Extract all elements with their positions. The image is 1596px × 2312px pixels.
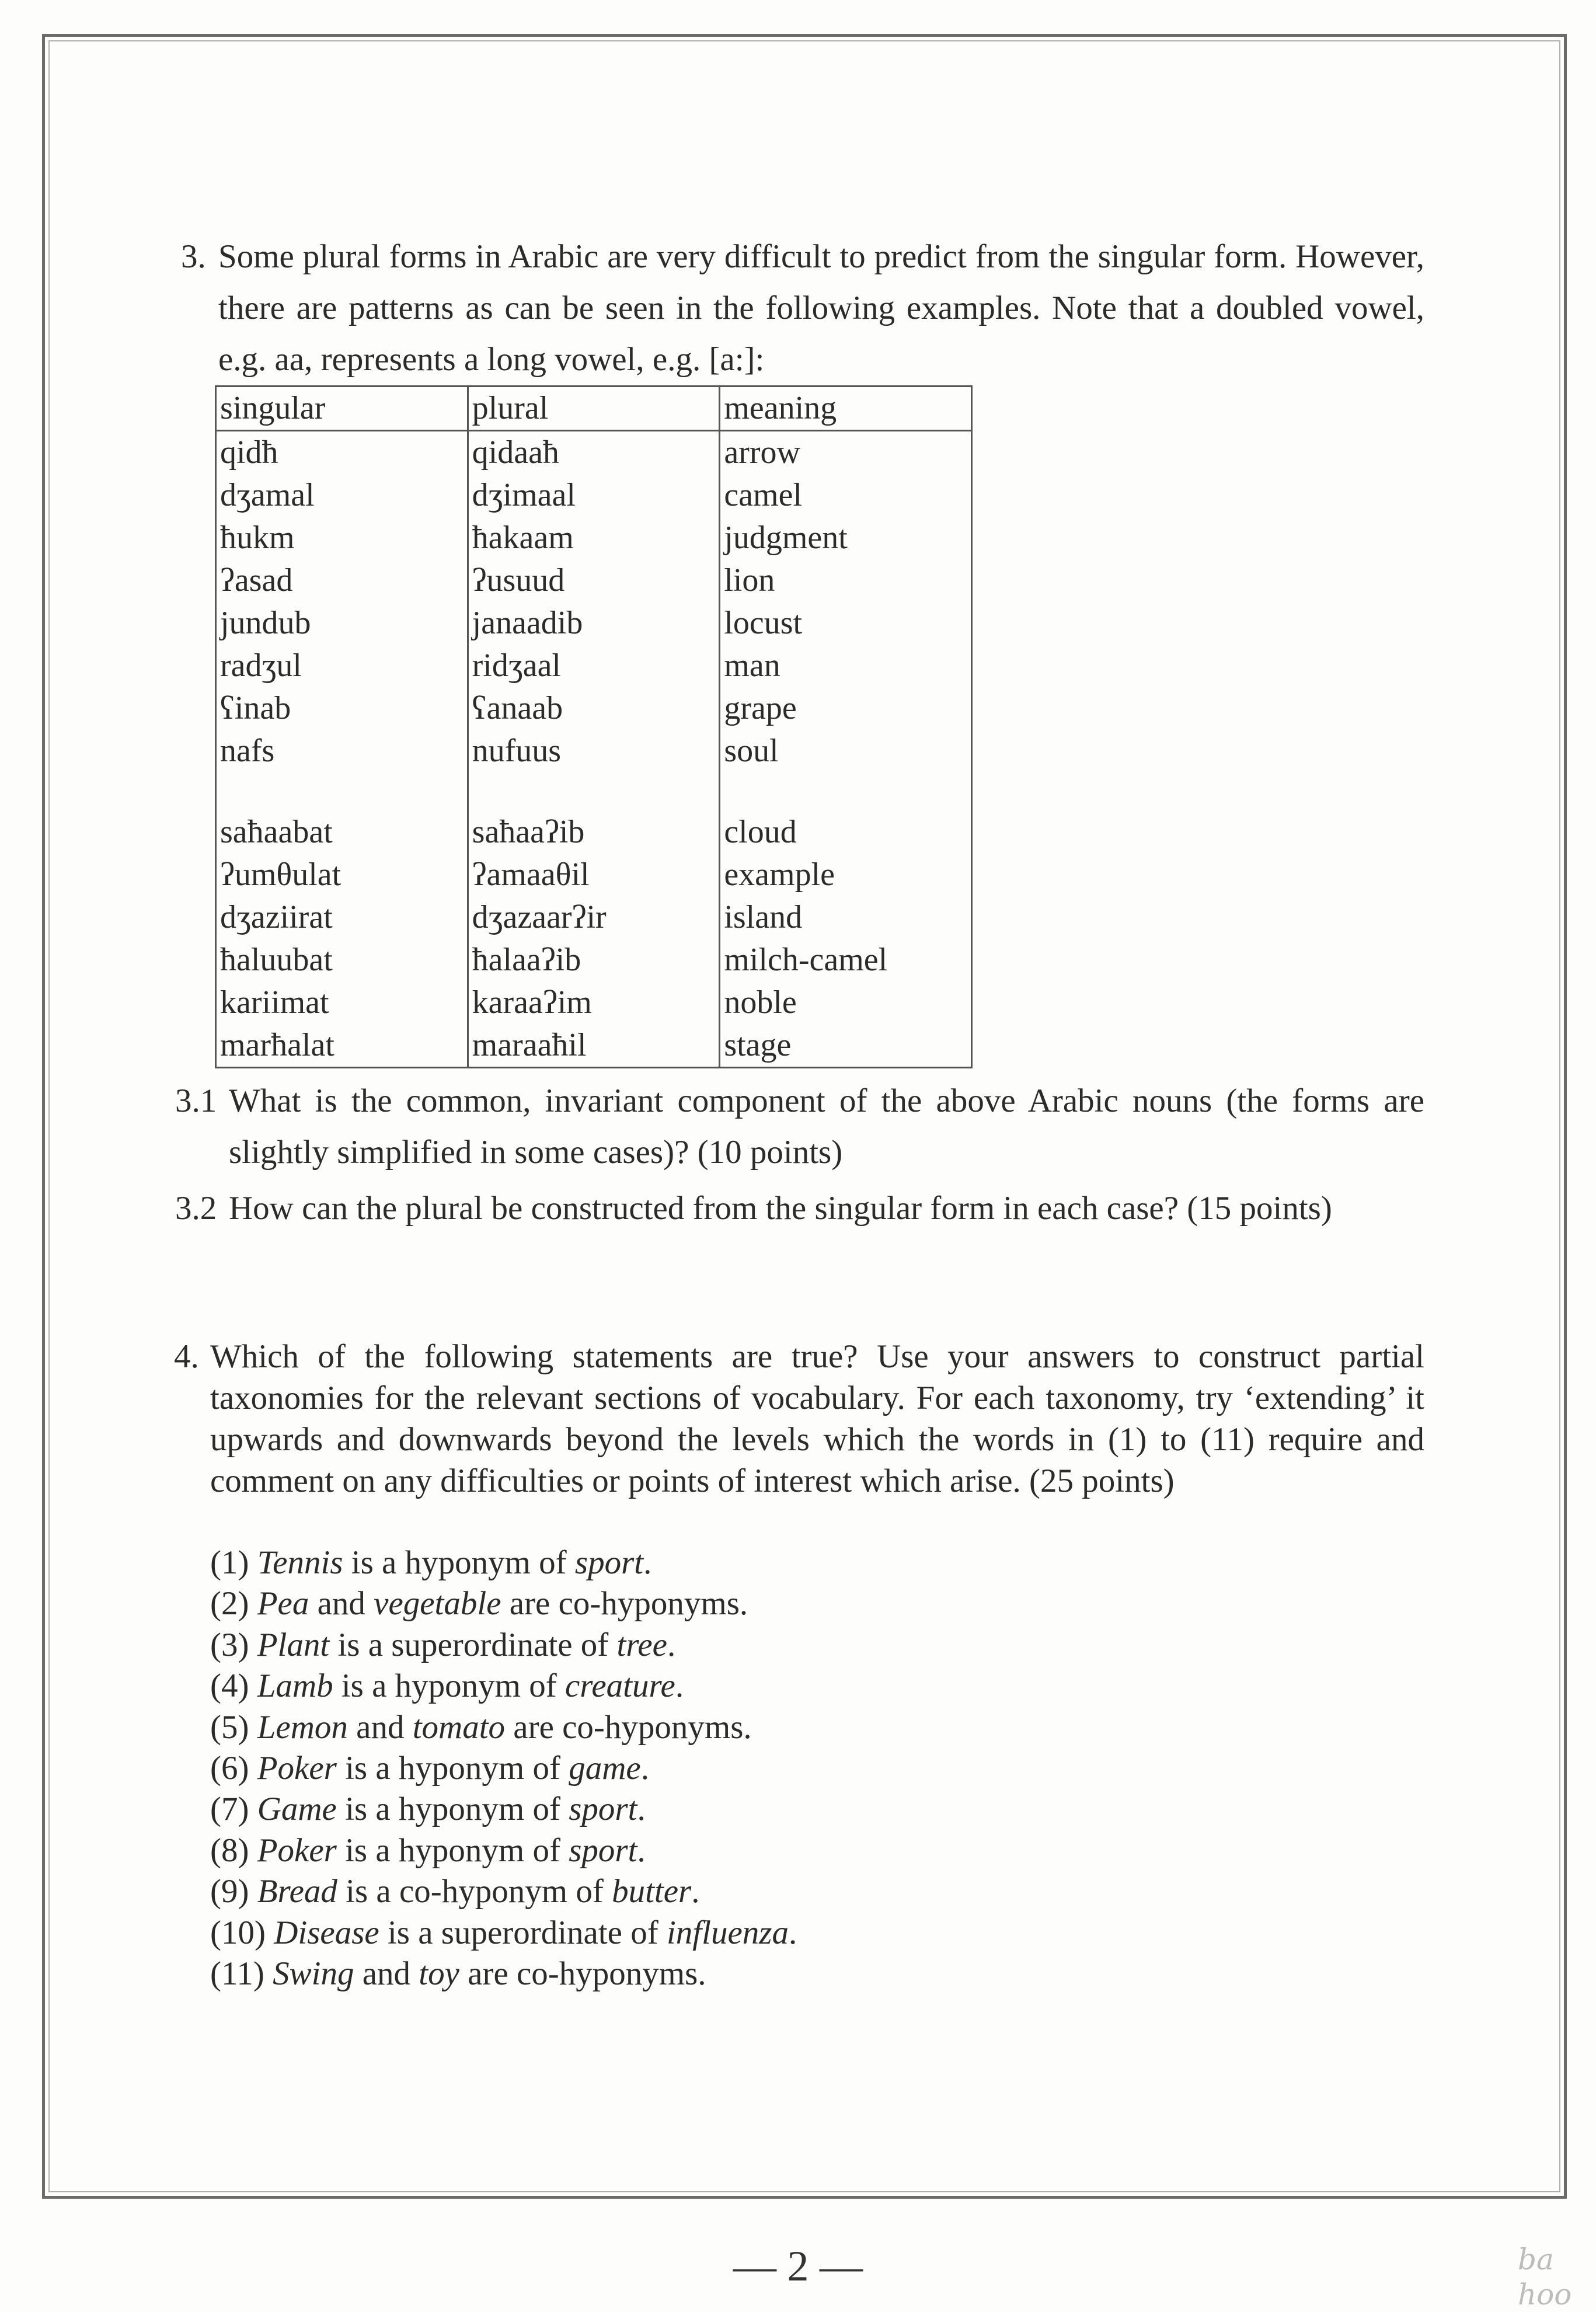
statement-term-a: Disease <box>274 1914 379 1951</box>
statement-term-b: sport <box>574 1544 644 1581</box>
cell-plural: qidaaħ <box>468 431 720 475</box>
cell-meaning: grape <box>720 687 972 730</box>
statement-term-b: sport <box>569 1791 637 1828</box>
table-row <box>216 431 972 475</box>
statement-relation: is a co-hyponym of <box>337 1873 612 1910</box>
statement-ending: . <box>637 1791 646 1828</box>
statement-ending: are co-hyponyms. <box>505 1708 752 1746</box>
margin-scribble <box>1518 2242 1571 2312</box>
statement-number: (10) <box>210 1914 266 1951</box>
cell-meaning: cloud <box>720 811 972 854</box>
question-3-1-text: What is the common, invariant component of the above Arabic nouns (the forms are slightly simplified in some cases)? (10 points) <box>229 1082 1424 1171</box>
spacer-cell <box>468 772 720 811</box>
statement-relation: is a hyponym of <box>336 1750 569 1787</box>
cell-plural: dʒimaal <box>468 474 720 517</box>
statement-ending: are co-hyponyms. <box>459 1955 706 1993</box>
statement-ending: are co-hyponyms. <box>501 1585 748 1622</box>
table-row <box>216 939 972 981</box>
cell-plural: ridʒaal <box>468 645 720 687</box>
cell-singular: nafs <box>216 730 468 772</box>
statement-term-b: creature <box>564 1667 675 1705</box>
statement-number: (4) <box>210 1667 249 1705</box>
statement-item <box>210 1913 797 1954</box>
question-3-2-text: How can the plural be constructed from the singular form in each case? (15 points) <box>229 1190 1332 1227</box>
statement-ending: . <box>675 1667 684 1705</box>
table-header-row <box>216 387 972 431</box>
statement-term-a: Swing <box>273 1955 354 1993</box>
cell-plural: ʔamaaθil <box>468 854 720 896</box>
statement-list <box>210 1543 797 1994</box>
table-row <box>216 730 972 772</box>
cell-meaning: milch-camel <box>720 939 972 981</box>
cell-singular: jundub <box>216 602 468 645</box>
statement-item <box>210 1830 797 1871</box>
statement-item <box>210 1625 797 1666</box>
cell-plural: ħalaaʔib <box>468 939 720 981</box>
statement-relation: is a superordinate of <box>379 1914 667 1951</box>
statement-term-a: Game <box>257 1791 337 1828</box>
cell-plural: ħakaam <box>468 517 720 559</box>
spacer-cell <box>216 772 468 811</box>
statement-term-a: Lamb <box>257 1667 333 1705</box>
statement-number: (3) <box>210 1626 249 1663</box>
cell-singular: radʒul <box>216 645 468 687</box>
statement-ending: . <box>788 1914 797 1951</box>
statement-relation: and <box>347 1708 413 1746</box>
statement-item <box>210 1748 797 1789</box>
statement-term-a: Bread <box>257 1873 337 1910</box>
cell-singular: ʕinab <box>216 687 468 730</box>
table-spacer-row <box>216 772 972 811</box>
cell-plural: maraaħil <box>468 1024 720 1068</box>
cell-singular: kariimat <box>216 981 468 1024</box>
cell-plural: dʒazaarʔir <box>468 896 720 939</box>
statement-number: (8) <box>210 1832 249 1869</box>
statement-term-b: tomato <box>412 1708 506 1746</box>
table-row <box>216 981 972 1024</box>
statement-term-a: Pea <box>257 1585 309 1622</box>
scribble-line: hoo <box>1518 2278 1572 2311</box>
question-3-2 <box>175 1183 1424 1234</box>
cell-singular: qidħ <box>216 431 468 475</box>
table-row <box>216 896 972 939</box>
cell-meaning: arrow <box>720 431 972 475</box>
statement-term-b: butter <box>612 1873 692 1910</box>
page-number: — 2 — <box>733 2243 863 2290</box>
statement-number: (1) <box>210 1544 249 1581</box>
cell-meaning: island <box>720 896 972 939</box>
statement-relation: and <box>354 1955 419 1993</box>
statement-item <box>210 1707 797 1748</box>
header-plural: plural <box>468 387 720 431</box>
statement-relation: is a hyponym of <box>343 1544 575 1581</box>
statement-term-b: vegetable <box>374 1585 501 1622</box>
cell-meaning: stage <box>720 1024 972 1068</box>
statement-term-a: Poker <box>257 1750 337 1787</box>
question-3-number: 3. <box>181 238 206 275</box>
table-row <box>216 559 972 602</box>
statement-item <box>210 1954 797 1994</box>
statement-number: (7) <box>210 1791 249 1828</box>
statement-item <box>210 1871 797 1912</box>
statement-relation: is a hyponym of <box>333 1667 565 1705</box>
statement-ending: . <box>643 1544 652 1581</box>
table-row <box>216 687 972 730</box>
table-row <box>216 517 972 559</box>
statement-number: (2) <box>210 1585 249 1622</box>
header-singular: singular <box>216 387 468 431</box>
statement-ending: . <box>667 1626 676 1663</box>
statement-term-b: sport <box>569 1832 637 1869</box>
cell-singular: ʔasad <box>216 559 468 602</box>
cell-plural: janaadib <box>468 602 720 645</box>
cell-singular: dʒaziirat <box>216 896 468 939</box>
table-row <box>216 602 972 645</box>
question-3-1-number: 3.1 <box>175 1082 217 1119</box>
cell-plural: ʔusuud <box>468 559 720 602</box>
cell-singular: ħaluubat <box>216 939 468 981</box>
statement-number: (5) <box>210 1708 249 1746</box>
cell-singular: marħalat <box>216 1024 468 1068</box>
question-4-text: Which of the following statements are true? Use your answers to construct partial taxonomies for the relevant sections of vocabulary. For each taxonomy, try ‘extending’ it upwards and downwards beyond the levels which the words in (1) to (11) require and comment on any difficulties or points of interest which arise. (25 points) <box>210 1338 1424 1499</box>
statement-item <box>210 1666 797 1707</box>
table-row <box>216 811 972 854</box>
statement-term-b: toy <box>419 1955 459 1993</box>
question-3-2-number: 3.2 <box>175 1190 217 1227</box>
statement-term-a: Lemon <box>257 1708 348 1746</box>
question-4-number: 4. <box>174 1338 199 1375</box>
cell-plural: karaaʔim <box>468 981 720 1024</box>
statement-ending: . <box>691 1873 700 1910</box>
question-3-1 <box>175 1075 1424 1178</box>
cell-singular: ʔumθulat <box>216 854 468 896</box>
cell-meaning: man <box>720 645 972 687</box>
statement-number: (11) <box>210 1955 264 1993</box>
cell-singular: saħaabat <box>216 811 468 854</box>
table-row <box>216 854 972 896</box>
header-meaning: meaning <box>720 387 972 431</box>
cell-meaning: example <box>720 854 972 896</box>
statement-term-a: Plant <box>257 1626 330 1663</box>
question-3 <box>181 231 1424 385</box>
cell-meaning: camel <box>720 474 972 517</box>
spacer-cell <box>720 772 972 811</box>
cell-meaning: lion <box>720 559 972 602</box>
statement-relation: is a hyponym of <box>336 1791 569 1828</box>
statement-term-b: game <box>569 1750 641 1787</box>
cell-meaning: locust <box>720 602 972 645</box>
table-row <box>216 1024 972 1068</box>
statement-term-b: tree <box>616 1626 667 1663</box>
statement-item <box>210 1583 797 1624</box>
cell-meaning: noble <box>720 981 972 1024</box>
statement-ending: . <box>640 1750 649 1787</box>
statement-term-a: Poker <box>257 1832 337 1869</box>
cell-meaning: soul <box>720 730 972 772</box>
table-body <box>216 431 972 1068</box>
table-row <box>216 645 972 687</box>
cell-singular: dʒamal <box>216 474 468 517</box>
question-3-intro: Some plural forms in Arabic are very difficult to predict from the singular form. However, there are patterns as can be seen in the following examples. Note that a doubled vowel, e.g. aa, represents a long vowel, e.g. [a:]: <box>218 238 1424 378</box>
statement-item <box>210 1543 797 1583</box>
statement-item <box>210 1789 797 1830</box>
cell-plural: saħaaʔib <box>468 811 720 854</box>
statement-relation: is a hyponym of <box>336 1832 569 1869</box>
question-4 <box>174 1336 1424 1502</box>
table-row <box>216 474 972 517</box>
statement-relation: and <box>309 1585 374 1622</box>
statement-number: (6) <box>210 1750 249 1787</box>
scribble-line: ba <box>1518 2243 1554 2276</box>
cell-plural: ʕanaab <box>468 687 720 730</box>
arabic-plural-table <box>215 385 973 1068</box>
statement-term-b: influenza <box>666 1914 789 1951</box>
cell-plural: nufuus <box>468 730 720 772</box>
cell-meaning: judgment <box>720 517 972 559</box>
statement-term-a: Tennis <box>257 1544 343 1581</box>
statement-number: (9) <box>210 1873 249 1910</box>
statement-relation: is a superordinate of <box>329 1626 617 1663</box>
statement-ending: . <box>637 1832 646 1869</box>
cell-singular: ħukm <box>216 517 468 559</box>
